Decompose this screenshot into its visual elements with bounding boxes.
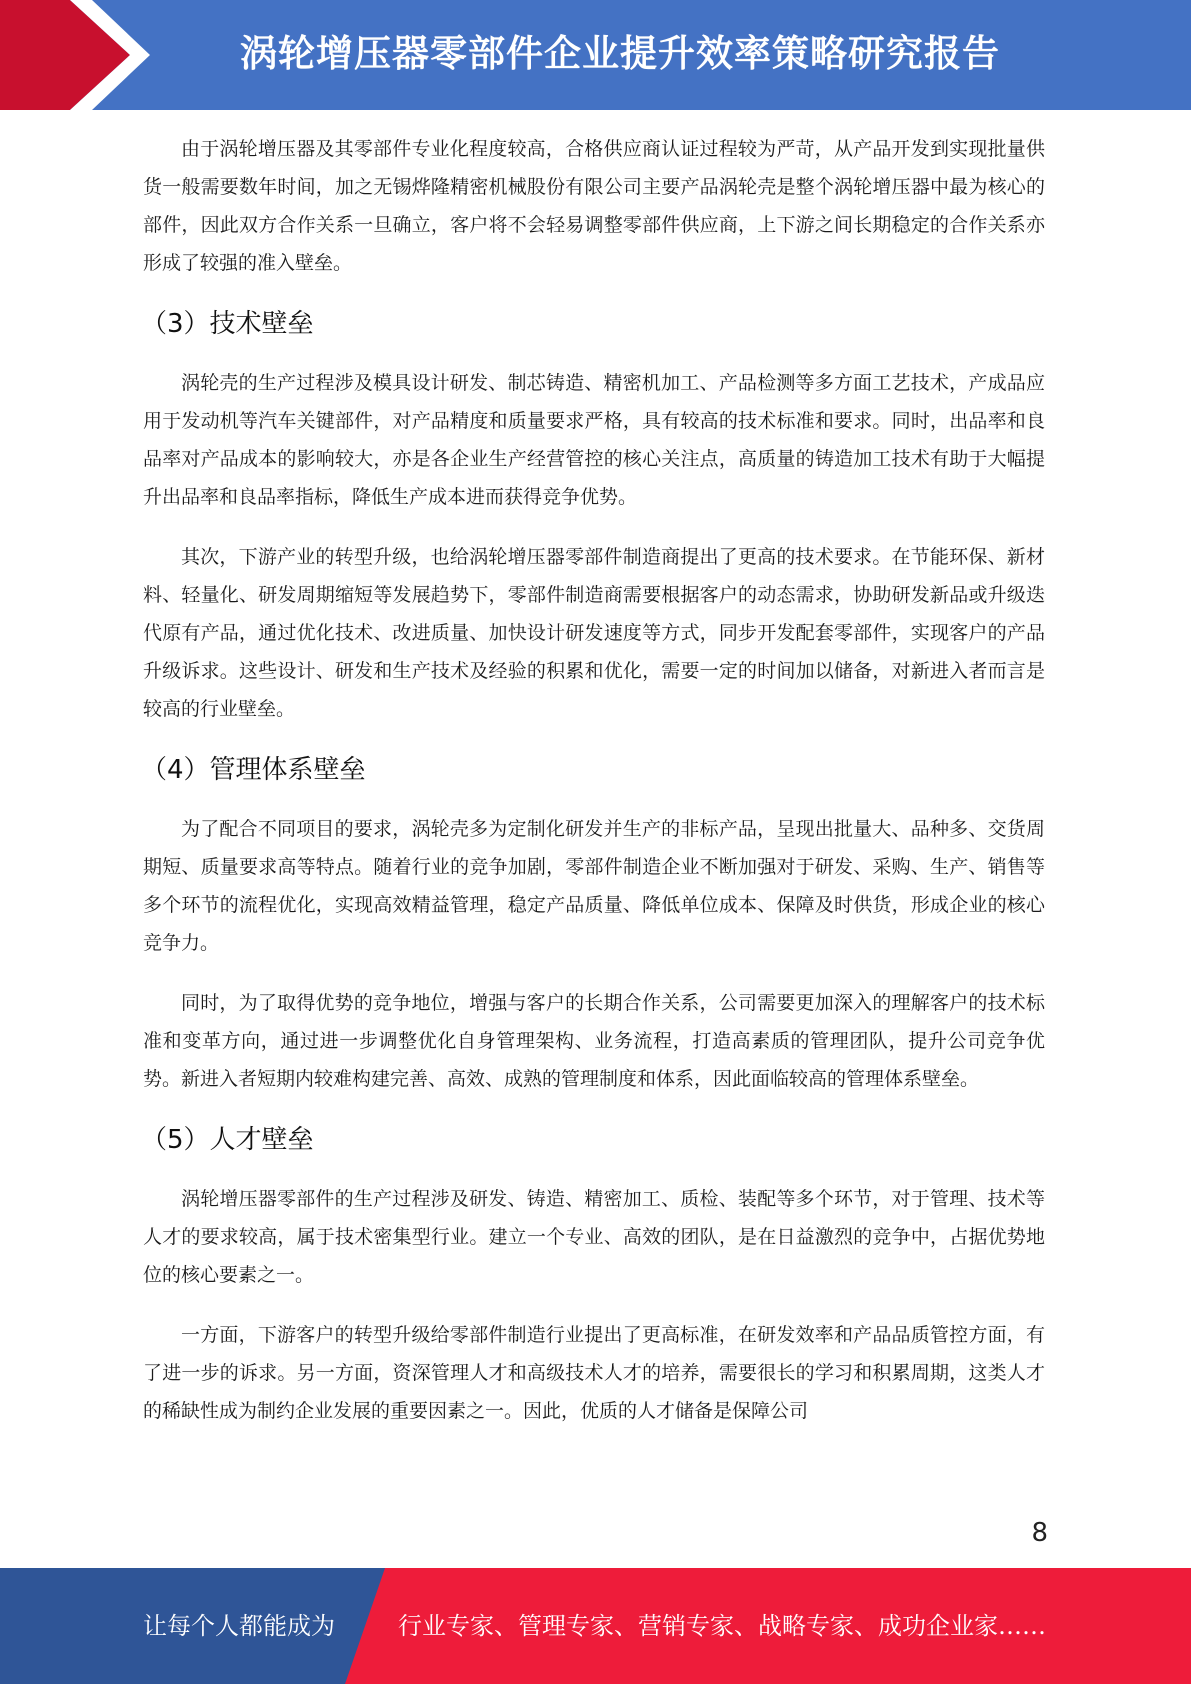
footer-banner bbox=[0, 1568, 1191, 1684]
report-title: 涡轮增压器零部件企业提升效率策略研究报告 bbox=[240, 32, 1000, 75]
paragraph: 一方面，下游客户的转型升级给零部件制造行业提出了更高标准，在研发效率和产品品质管控方面，有了进一步的诉求。另一方面，资深管理人才和高级技术人才的培养，需要很长的学习和积累周期，这类人才的稀缺性成为制约企业发展的重要因素之一。因此，优质的人才储备是保障公司 bbox=[143, 1324, 1045, 1422]
section-heading-management: （4）管理体系壁垒 bbox=[141, 755, 366, 785]
document-body bbox=[143, 130, 1045, 1430]
section-heading-talent: （5）人才壁垒 bbox=[141, 1125, 314, 1155]
paragraph: 为了配合不同项目的要求，涡轮壳多为定制化研发并生产的非标产品，呈现出批量大、品种多、交货周期短、质量要求高等特点。随着行业的竞争加剧，零部件制造企业不断加强对于研发、采购、生产、销售等多个环节的流程优化，实现高效精益管理，稳定产品质量、降低单位成本、保障及时供货，形成企业的核心竞争力。 bbox=[143, 818, 1045, 954]
paragraph: 其次，下游产业的转型升级，也给涡轮增压器零部件制造商提出了更高的技术要求。在节能环保、新材料、轻量化、研发周期缩短等发展趋势下，零部件制造商需要根据客户的动态需求，协助研发新品或升级迭代原有产品，通过优化技术、改进质量、加快设计研发速度等方式，同步开发配套零部件，实现客户的产品升级诉求。这些设计、研发和生产技术及经验的积累和优化，需要一定的时间加以储备，对新进入者而言是较高的行业壁垒。 bbox=[143, 546, 1045, 720]
section-heading-technology: （3）技术壁垒 bbox=[141, 309, 314, 339]
paragraph: 同时，为了取得优势的竞争地位，增强与客户的长期合作关系，公司需要更加深入的理解客户的技术标准和变革方向，通过进一步调整优化自身管理架构、业务流程，打造高素质的管理团队，提升公司竞争优势。新进入者短期内较难构建完善、高效、成熟的管理制度和体系，因此面临较高的管理体系壁垒。 bbox=[143, 992, 1045, 1090]
page-number: 8 bbox=[1031, 1518, 1048, 1548]
header-arrow-decoration bbox=[0, 0, 150, 110]
footer-slogan-left: 让每个人都能成为 bbox=[143, 1612, 335, 1640]
paragraph-intro: 由于涡轮增压器及其零部件专业化程度较高，合格供应商认证过程较为严苛，从产品开发到实现批量供货一般需要数年时间，加之无锡烨隆精密机械股份有限公司主要产品涡轮壳是整个涡轮增压器中最为核心的部件，因此双方合作关系一旦确立，客户将不会轻易调整零部件供应商，上下游之间长期稳定的合作关系亦形成了较强的准入壁垒。 bbox=[143, 138, 1045, 274]
paragraph: 涡轮增压器零部件的生产过程涉及研发、铸造、精密加工、质检、装配等多个环节，对于管理、技术等人才的要求较高，属于技术密集型行业。建立一个专业、高效的团队，是在日益激烈的竞争中，占据优势地位的核心要素之一。 bbox=[143, 1188, 1045, 1286]
paragraph: 涡轮壳的生产过程涉及模具设计研发、制芯铸造、精密机加工、产品检测等多方面工艺技术，产成品应用于发动机等汽车关键部件，对产品精度和质量要求严格，具有较高的技术标准和要求。同时，出品率和良品率对产品成本的影响较大，亦是各企业生产经营管控的核心关注点，高质量的铸造加工技术有助于大幅提升出品率和良品率指标，降低生产成本进而获得竞争优势。 bbox=[143, 372, 1045, 508]
header-banner bbox=[0, 0, 1191, 110]
footer-slogan-right: 行业专家、管理专家、营销专家、战略专家、成功企业家…… bbox=[398, 1612, 1046, 1640]
